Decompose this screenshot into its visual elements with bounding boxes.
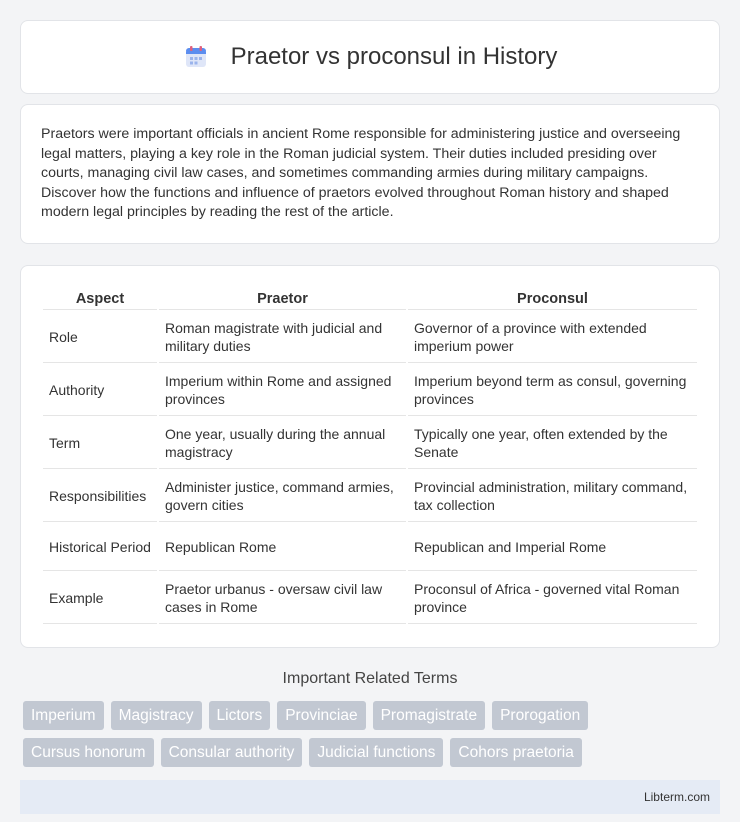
table-cell: Governor of a province with extended imperium power <box>408 312 697 363</box>
table-cell: Imperium beyond term as consul, governing provinces <box>408 365 697 416</box>
table-cell: Responsibilities <box>43 471 157 522</box>
table-row <box>43 471 697 522</box>
table-row <box>43 365 697 416</box>
tag-judicial-functions[interactable]: Judicial functions <box>309 738 443 767</box>
table-cell: Example <box>43 573 157 624</box>
intro-text: Praetors were important officials in ancient Rome responsible for administering justice and overseeing legal matters, playing a key role in the Roman judicial system. Their duties included presiding over courts, managing civil law cases, and sometimes commanding armies during military campaigns. Discover how the functions and influence of praetors evolved throughout Roman history and shaped modern legal principles by reading the rest of the article. <box>41 126 681 220</box>
table-cell: One year, usually during the annual magistracy <box>159 418 406 469</box>
header-card <box>20 20 720 94</box>
tag-cursus-honorum[interactable]: Cursus honorum <box>23 738 154 767</box>
table-cell: Administer justice, command armies, govern cities <box>159 471 406 522</box>
header-praetor: Praetor <box>159 288 406 310</box>
comparison-table-card <box>20 265 720 648</box>
table-cell: Republican Rome <box>159 524 406 571</box>
calendar-icon <box>183 44 209 70</box>
header-proconsul: Proconsul <box>408 288 697 310</box>
table-cell: Historical Period <box>43 524 157 571</box>
table-row <box>43 418 697 469</box>
table-cell: Praetor urbanus - oversaw civil law cases in Rome <box>159 573 406 624</box>
tag-imperium[interactable]: Imperium <box>23 701 104 730</box>
page-title: Praetor vs proconsul in History <box>230 43 558 70</box>
table-cell: Term <box>43 418 157 469</box>
footer <box>20 780 720 814</box>
table-cell: Roman magistrate with judicial and military duties <box>159 312 406 363</box>
comparison-table <box>41 286 699 626</box>
related-terms-title: Important Related Terms <box>282 669 458 687</box>
table-header-row <box>43 288 697 310</box>
table-row <box>43 524 697 571</box>
table-cell: Typically one year, often extended by the Senate <box>408 418 697 469</box>
header-aspect: Aspect <box>43 288 157 310</box>
tag-magistracy[interactable]: Magistracy <box>111 701 202 730</box>
table-cell: Authority <box>43 365 157 416</box>
table-cell: Provincial administration, military command, tax collection <box>408 471 697 522</box>
table-row <box>43 312 697 363</box>
tag-lictors[interactable]: Lictors <box>209 701 271 730</box>
footer-site-link[interactable]: Libterm.com <box>643 789 710 804</box>
tag-promagistrate[interactable]: Promagistrate <box>373 701 485 730</box>
tag-cohors-praetoria[interactable]: Cohors praetoria <box>450 738 581 767</box>
tag-prorogation[interactable]: Prorogation <box>492 701 588 730</box>
intro-card <box>20 104 720 244</box>
table-row <box>43 573 697 624</box>
table-cell: Proconsul of Africa - governed vital Roman province <box>408 573 697 624</box>
table-cell: Republican and Imperial Rome <box>408 524 697 571</box>
tag-provinciae[interactable]: Provinciae <box>277 701 365 730</box>
table-cell: Role <box>43 312 157 363</box>
table-cell: Imperium within Rome and assigned provinces <box>159 365 406 416</box>
related-terms-list <box>20 701 720 767</box>
tag-consular-authority[interactable]: Consular authority <box>161 738 303 767</box>
